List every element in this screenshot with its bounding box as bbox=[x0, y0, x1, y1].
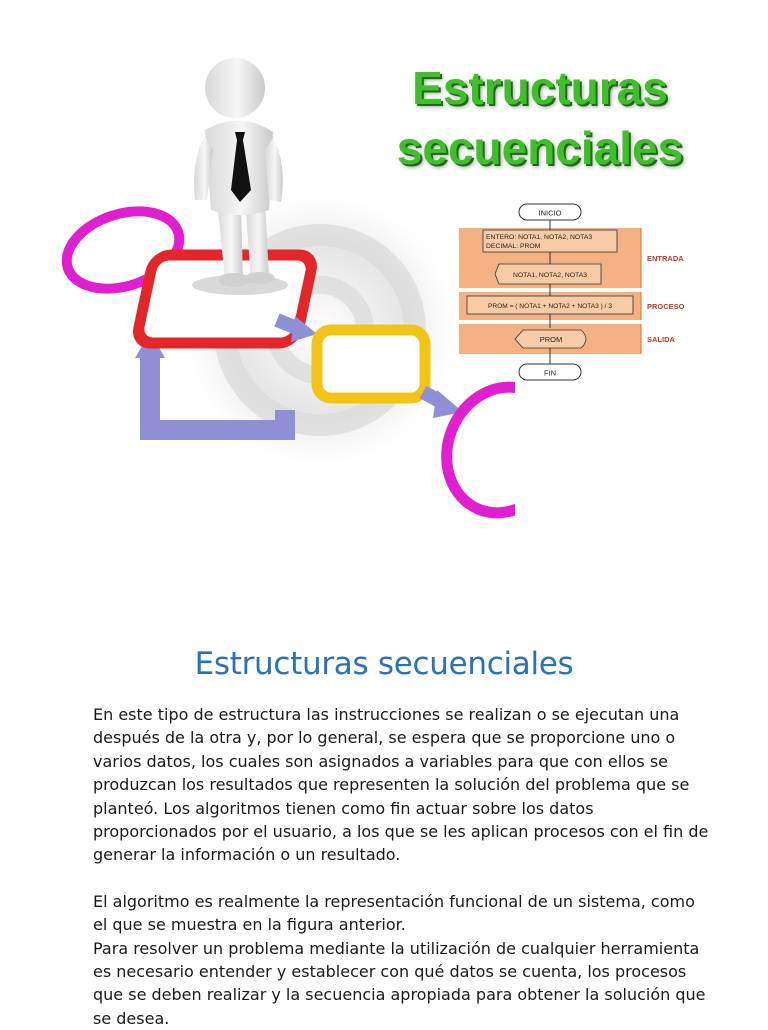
yellow-process-box bbox=[317, 330, 425, 398]
section-body bbox=[93, 703, 713, 1030]
slide-title-line2: secuenciales bbox=[396, 122, 684, 174]
entrada-label: ENTRADA bbox=[647, 254, 684, 263]
input-read-label: NOTA1, NOTA2, NOTA3 bbox=[512, 272, 588, 279]
paragraph-1: En este tipo de estructura las instrucciones se realizan o se ejecutan una después de la otra y, por lo general, se espera que se proporcione uno o varios datos, los cuales son asignados a variables para que con ellos se produzcan los resultados que representen la solución del problema que se planteó. Los algoritmos tienen como fin actuar sobre los datos proporcionados por el usuario, a los que se les aplican procesos con el fin de generar la información o un resultado. bbox=[93, 705, 709, 865]
end-label: FIN bbox=[543, 368, 557, 378]
proceso-label: PROCESO bbox=[647, 302, 685, 311]
salida-label: SALIDA bbox=[647, 335, 675, 344]
flowchart-diagram bbox=[455, 198, 700, 383]
process-label: PROM = ( NOTA1 + NOTA2 + NOTA3 ) / 3 bbox=[487, 303, 613, 310]
declaration-line1: ENTERO: NOTA1, NOTA2, NOTA3 bbox=[486, 234, 593, 241]
slide-title bbox=[380, 58, 700, 178]
paragraph-2: El algoritmo es realmente la representación funcional de un sistema, como el que se muestra en la figura anterior. bbox=[93, 891, 695, 935]
section-title: Estructuras secuenciales bbox=[194, 646, 574, 682]
start-label: INICIO bbox=[538, 208, 562, 218]
output-label: PROM bbox=[539, 335, 563, 344]
declaration-line2: DECIMAL: PROM bbox=[486, 243, 541, 250]
slide-title-line1: Estructuras bbox=[412, 62, 668, 114]
paragraph-3: Para resolver un problema mediante la utilización de cualquier herramienta es necesario entender y establecer con qué datos se cuenta, los procesos que se deben realizar y la secuencia apropiada para obtener la solución que se desea. bbox=[93, 938, 706, 1028]
